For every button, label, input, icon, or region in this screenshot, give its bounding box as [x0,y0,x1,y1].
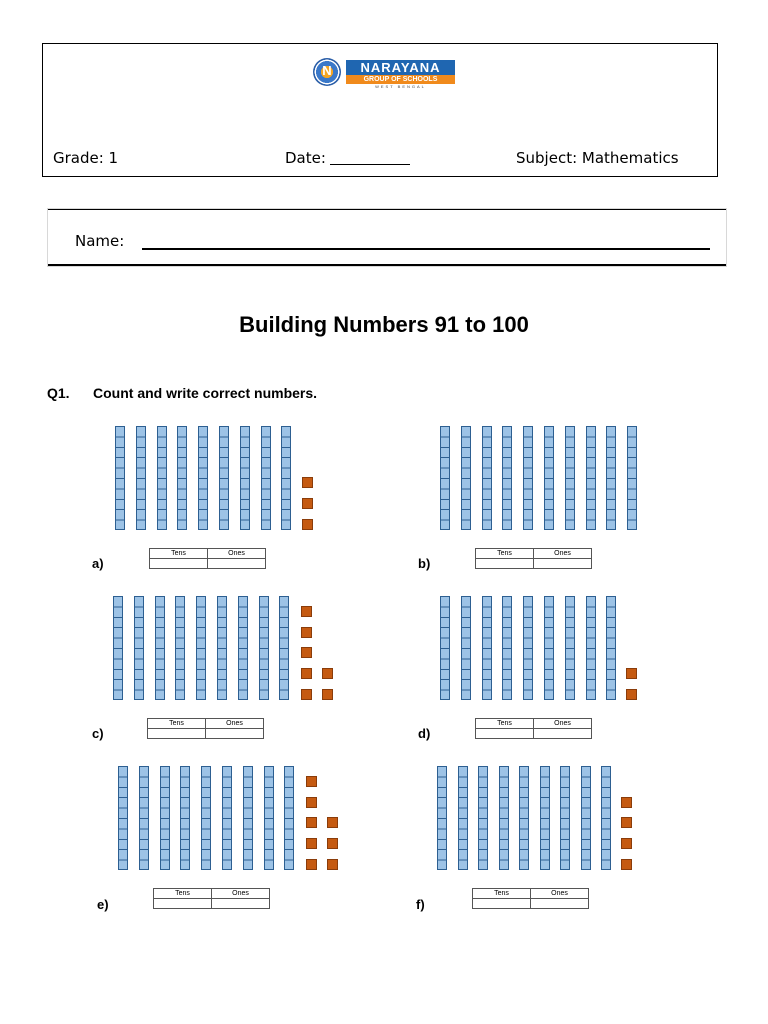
logo-subtitle: GROUP OF SCHOOLS [346,75,455,84]
tens-rod [586,426,596,530]
tens-header: Tens [473,889,531,899]
tens-rod [217,596,227,700]
tens-answer-cell[interactable] [473,899,531,909]
place-value-table [472,888,589,909]
logo-emblem-icon: N [313,58,341,86]
tens-rod [284,766,294,870]
date-blank-line[interactable] [330,150,410,165]
tens-rod [134,596,144,700]
question-text: Count and write correct numbers. [93,385,318,401]
tens-rod [461,426,471,530]
ones-answer-cell[interactable] [206,729,264,739]
ones-header: Ones [208,549,266,559]
tens-rod [627,426,637,530]
ones-cube [626,668,637,679]
ones-cube [621,838,632,849]
tens-rod [175,596,185,700]
place-value-table [149,548,266,569]
tens-rod [440,596,450,700]
tens-rod [259,596,269,700]
tens-header: Tens [476,549,534,559]
ones-cube [621,817,632,828]
item-label: c) [92,726,104,741]
ones-header: Ones [206,719,264,729]
tens-rod [565,426,575,530]
tens-rod [523,596,533,700]
tens-rod [157,426,167,530]
tens-rod [586,596,596,700]
ones-answer-cell[interactable] [534,559,592,569]
tens-header: Tens [154,889,212,899]
ones-answer-cell[interactable] [208,559,266,569]
tens-rod [482,596,492,700]
tens-rod [281,426,291,530]
item-label: b) [418,556,431,571]
tens-rod [606,596,616,700]
tens-rod [136,426,146,530]
logo-tagline: WEST BENGAL [375,84,426,89]
ones-cube [322,689,333,700]
ones-cube [306,838,317,849]
item-label: d) [418,726,431,741]
tens-header: Tens [148,719,206,729]
worksheet-title: Building Numbers 91 to 100 [239,312,529,337]
ones-cube [621,797,632,808]
ones-cube [301,689,312,700]
ones-cube [322,668,333,679]
tens-rod [243,766,253,870]
tens-rod [544,426,554,530]
tens-rod [499,766,509,870]
tens-rod [118,766,128,870]
tens-rod [261,426,271,530]
tens-rod [519,766,529,870]
ones-header: Ones [534,549,592,559]
ones-cube [327,859,338,870]
tens-rod [139,766,149,870]
ones-answer-cell[interactable] [212,899,270,909]
ones-cube [306,817,317,828]
tens-rod [238,596,248,700]
tens-rod [458,766,468,870]
school-logo [313,58,455,90]
tens-rod [155,596,165,700]
header-box [42,43,718,177]
tens-rod [115,426,125,530]
ones-cube [301,606,312,617]
tens-rod [160,766,170,870]
ones-cube [306,797,317,808]
tens-rod [440,426,450,530]
tens-header: Tens [150,549,208,559]
item-label: f) [416,897,425,912]
date-field [285,149,410,167]
grade-label: Grade: 1 [53,149,119,167]
ones-cube [306,859,317,870]
question-number: Q1. [47,385,70,401]
tens-rod [560,766,570,870]
name-box [48,209,726,266]
tens-rod [544,596,554,700]
tens-rod [502,426,512,530]
tens-rod [177,426,187,530]
item-label: e) [97,897,109,912]
tens-rod [222,766,232,870]
subject-label: Subject: Mathematics [516,149,679,167]
tens-rod [113,596,123,700]
date-label: Date: [285,149,326,167]
ones-cube [626,689,637,700]
ones-answer-cell[interactable] [531,899,589,909]
tens-rod [523,426,533,530]
ones-answer-cell[interactable] [534,729,592,739]
place-value-table [147,718,264,739]
tens-answer-cell[interactable] [476,729,534,739]
ones-cube [302,498,313,509]
ones-header: Ones [531,889,589,899]
ones-cube [301,647,312,658]
tens-rod [478,766,488,870]
tens-rod [279,596,289,700]
ones-cube [327,838,338,849]
tens-rod [502,596,512,700]
tens-header: Tens [476,719,534,729]
tens-answer-cell[interactable] [154,899,212,909]
name-input-line[interactable] [142,248,710,250]
ones-cube [302,519,313,530]
tens-rod [264,766,274,870]
ones-cube [306,776,317,787]
tens-rod [482,426,492,530]
place-value-table [475,718,592,739]
tens-answer-cell[interactable] [148,729,206,739]
tens-answer-cell[interactable] [476,559,534,569]
tens-rod [219,426,229,530]
ones-header: Ones [212,889,270,899]
ones-cube [621,859,632,870]
ones-cube [301,627,312,638]
tens-rod [196,596,206,700]
tens-rod [461,596,471,700]
place-value-table [153,888,270,909]
logo-brand: NARAYANA [346,60,455,75]
place-value-table [475,548,592,569]
tens-rod [606,426,616,530]
tens-rod [565,596,575,700]
name-label: Name: [75,232,125,250]
tens-rod [201,766,211,870]
tens-answer-cell[interactable] [150,559,208,569]
tens-rod [437,766,447,870]
ones-cube [327,817,338,828]
tens-rod [180,766,190,870]
tens-rod [198,426,208,530]
tens-rod [581,766,591,870]
ones-cube [301,668,312,679]
tens-rod [240,426,250,530]
tens-rod [601,766,611,870]
ones-cube [302,477,313,488]
ones-header: Ones [534,719,592,729]
item-label: a) [92,556,104,571]
tens-rod [540,766,550,870]
